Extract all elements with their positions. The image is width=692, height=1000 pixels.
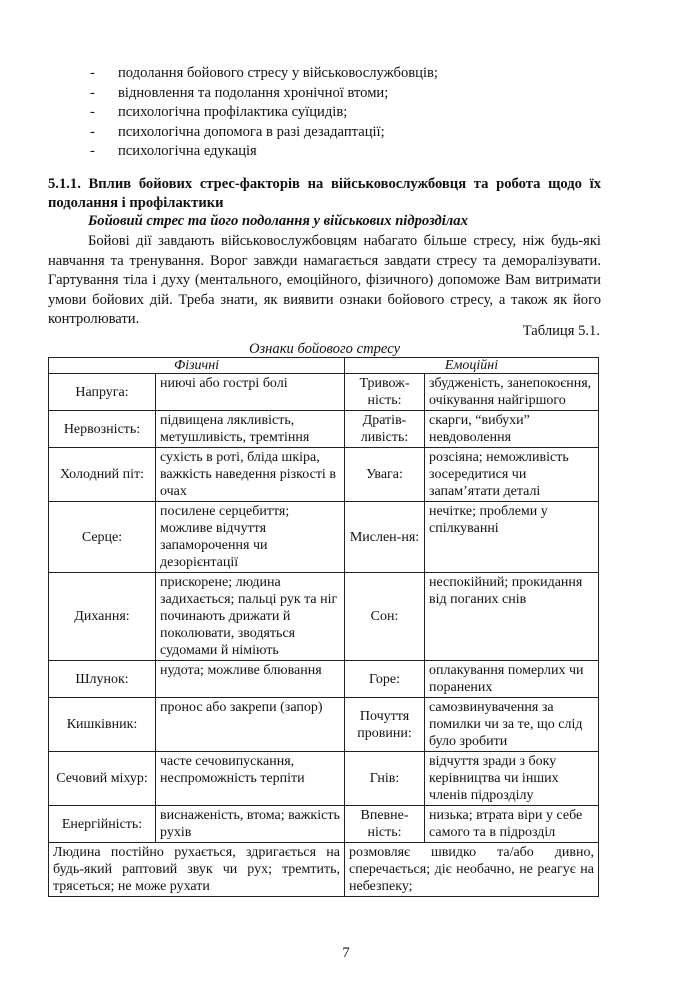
- bullet-dash: -: [90, 104, 95, 120]
- emotional-label: Впевне-ність:: [345, 806, 425, 843]
- list-item-text: подолання бойового стресу у військовослужбовців;: [118, 65, 438, 81]
- table-header-row: [49, 358, 599, 374]
- physical-desc: пронос або закрепи (запор): [156, 698, 345, 752]
- emotional-label: Горе:: [345, 661, 425, 698]
- bullet-dash: -: [90, 143, 95, 159]
- bullet-dash: -: [90, 65, 95, 81]
- physical-desc: сухість в роті, бліда шкіра, важкість наведення різкості в очах: [156, 448, 345, 502]
- table-row: [49, 698, 599, 752]
- physical-desc: ниючі або гострі болі: [156, 374, 345, 411]
- emotional-desc: скарги, “вибухи” невдоволення: [425, 411, 599, 448]
- bullet-dash: -: [90, 84, 95, 101]
- physical-desc: підвищена лякливість, метушливість, тремтіння: [156, 411, 345, 448]
- emotional-label: Почуття провини:: [345, 698, 425, 752]
- emotional-desc: збудженість, занепокоєння, очікування найгіршого: [425, 374, 599, 411]
- emotional-desc: оплакування померлих чи поранених: [425, 661, 599, 698]
- emotional-desc: розсіяна; неможливість зосередитися чи запам’ятати деталі: [425, 448, 599, 502]
- table-footer-row: [49, 843, 599, 897]
- physical-label: Серце:: [49, 502, 156, 573]
- bullet-dash: -: [90, 123, 95, 140]
- header-physical: Фізичні: [49, 358, 345, 374]
- physical-desc: прискорене; людина задихається; пальці рук та ніг починають дрижати й поколювати, зводяться судомами й німіють: [156, 573, 345, 661]
- list-item: [90, 64, 610, 84]
- list-item-text: відновлення та подолання хронічної втоми;: [118, 84, 389, 101]
- table-row: [49, 411, 599, 448]
- table-row: [49, 752, 599, 806]
- list-item: [90, 103, 610, 123]
- table-caption: Ознаки бойового стресу: [248, 341, 401, 357]
- table-number: Таблиця 5.1.: [522, 323, 600, 339]
- emotional-label: Гнів:: [345, 752, 425, 806]
- list-item-text: психологічна едукація: [118, 143, 257, 159]
- table-row: [49, 806, 599, 843]
- section-heading: 5.1.1. Вплив бойових стрес-факторів на військовослужбовця та робота щодо їх подолання і профілактики: [48, 176, 601, 211]
- physical-desc: посилене серцебиття; можливе відчуття запаморочення чи дезорієнтації: [156, 502, 345, 573]
- table-row: [49, 374, 599, 411]
- emotional-desc: неспокійний; прокидання від поганих снів: [425, 573, 599, 661]
- body-paragraph: Бойові дії завдають військовослужбовцям набагато більше стресу, ніж будь-які навчання та тренування. Ворог завжди намагається завдати стресу та деморалізувати. Гартування тіла і духу (ментального, емоційного, фізичного) допоможе Вам витримати умови бойових дій. Треба знати, як виявити ознаки бойового стресу, а також як його контролювати.: [48, 233, 601, 328]
- physical-label: Шлунок:: [49, 661, 156, 698]
- emotional-desc: самозвинувачення за помилки чи за те, що слід було зробити: [425, 698, 599, 752]
- list-item: [90, 123, 610, 143]
- table-row: [49, 502, 599, 573]
- stress-signs-table: [48, 357, 599, 897]
- emotional-desc: низька; втрата віри у себе самого та в підрозділ: [425, 806, 599, 843]
- table-row: [49, 448, 599, 502]
- page-number: 7: [342, 945, 350, 961]
- bullet-list: [90, 64, 610, 162]
- list-item-text: психологічна профілактика суїцидів;: [118, 104, 348, 120]
- physical-label: Кишківник:: [49, 698, 156, 752]
- physical-label: Дихання:: [49, 573, 156, 661]
- footer-emotional: розмовляє швидко та/або дивно, сперечається; діє необачно, не реагує на небезпеку;: [345, 843, 599, 897]
- emotional-label: Сон:: [345, 573, 425, 661]
- physical-label: Сечовий міхур:: [49, 752, 156, 806]
- emotional-desc: відчуття зради з боку керівництва чи інших членів підрозділу: [425, 752, 599, 806]
- section-subheading: Бойовий стрес та його подолання у військових підрозділах: [88, 213, 468, 229]
- emotional-label: Увага:: [345, 448, 425, 502]
- footer-physical: Людина постійно рухається, здригається на будь-який раптовий звук чи рух; тремтить, трясеться; не може рухати: [49, 843, 345, 897]
- list-item: [90, 142, 610, 162]
- emotional-label: Мислен-ня:: [345, 502, 425, 573]
- table-row: [49, 661, 599, 698]
- physical-label: Напруга:: [49, 374, 156, 411]
- list-item-text: психологічна допомога в разі дезадаптації;: [118, 123, 385, 140]
- physical-label: Нервозність:: [49, 411, 156, 448]
- physical-label: Холодний піт:: [49, 448, 156, 502]
- list-item: [90, 84, 610, 104]
- physical-desc: нудота; можливе блювання: [156, 661, 345, 698]
- header-emotional: Емоційні: [345, 358, 599, 374]
- physical-desc: часте сечовипускання, неспроможність терпіти: [156, 752, 345, 806]
- emotional-desc: нечітке; проблеми у спілкуванні: [425, 502, 599, 573]
- table-row: [49, 573, 599, 661]
- emotional-label: Тривож-ність:: [345, 374, 425, 411]
- emotional-label: Дратів-ливість:: [345, 411, 425, 448]
- physical-desc: виснаженість, втома; важкість рухів: [156, 806, 345, 843]
- physical-label: Енергійність:: [49, 806, 156, 843]
